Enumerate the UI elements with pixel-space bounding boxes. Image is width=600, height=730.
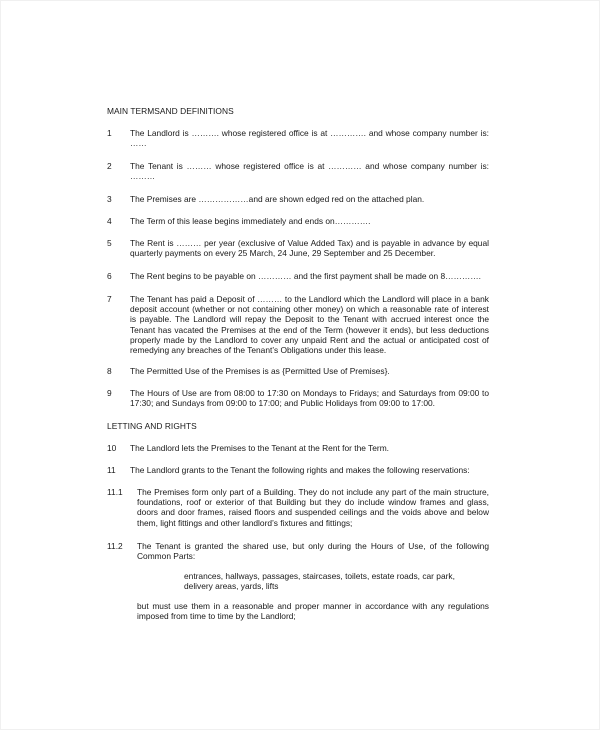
clause-text: The Premises form only part of a Building. They do not include any part of the main structure, foundations, roof or exterior of that Building but they do include window frames and glass, doors and door frames, raised floors and suspended ceilings and the voids above and below them, light fittings and other landlord’s fixtures and fittings; [137,487,489,528]
clause-number: 9 [107,388,112,398]
clause-text: The Landlord lets the Premises to the Tenant at the Rent for the Term. [130,443,389,453]
section-heading-letting-rights: LETTING AND RIGHTS [107,421,197,431]
clause-number: 8 [107,366,112,376]
clause-number: 3 [107,194,112,204]
closing-paragraph: but must use them in a reasonable and proper manner in accordance with any regulations imposed from time to time by the Landlord; [137,601,489,622]
clause-number: 5 [107,238,112,248]
clause-number: 7 [107,294,112,304]
clause-11-1 [107,487,489,528]
common-parts-list: entrances, hallways, passages, staircases, toilets, estate roads, car park, delivery areas, yards, lifts [184,571,455,592]
clause-9 [107,388,489,408]
clause-text: The Landlord is ………. whose registered office is at …………. and whose company number is: …… [130,128,489,149]
clause-text: The Landlord grants to the Tenant the following rights and makes the following reservations: [130,465,470,475]
clause-number: 6 [107,271,112,281]
clause-text: The Rent is ……… per year (exclusive of Value Added Tax) and is payable in advance by equal quarterly payments on every 25 March, 24 June, 29 September and 25 December. [130,238,489,259]
clause-4 [107,216,489,226]
clause-number: 11.1 [107,487,123,497]
clause-11 [107,465,489,475]
clause-6 [107,271,489,281]
clause-10 [107,443,489,453]
clause-number: 10 [107,443,117,453]
clause-text: The Tenant is granted the shared use, but only during the Hours of Use, of the following Common Parts: [137,541,489,562]
clause-text: The Hours of Use are from 08:00 to 17:30 on Mondays to Fridays; and Saturdays from 09:00 to 17:30; and Sundays from 09:00 to 17:00; and Public Holidays from 09:00 to 17:00. [130,388,489,409]
clause-text: The Tenant has paid a Deposit of ……… to the Landlord which the Landlord will place in a bank deposit account (whether or not containing other money) on which a reasonable rate of interest is payable. The Landlord will repay the Deposit to the Tenant with accrued interest once the Tenant has vacated the Premises at the end of the Term (however it ends), but less deductions properly made by the Landlord to cover any unpaid Rent and the actual or anticipated cost of remedying any breaches of the Tenant’s Obligations under this lease. [130,294,489,356]
section-heading-main-terms: MAIN TERMSAND DEFINITIONS [107,106,234,116]
clause-number: 4 [107,216,112,226]
clause-text: The Tenant is ……… whose registered office is at ………… and whose company number is: ……… [130,161,489,182]
clause-8 [107,366,489,376]
clause-text: The Term of this lease begins immediately and ends on…………. [130,216,371,226]
clause-1 [107,128,489,148]
clause-3 [107,194,489,204]
clause-7 [107,294,489,355]
clause-number: 1 [107,128,112,138]
clause-number: 11.2 [107,541,123,551]
clause-5 [107,238,489,258]
clause-text: The Premises are ………………and are shown edged red on the attached plan. [130,194,425,204]
clause-11-2 [107,541,489,561]
clause-2 [107,161,489,181]
clause-number: 2 [107,161,112,171]
clause-number: 11 [107,465,116,475]
clause-text: The Rent begins to be payable on ………… and the first payment shall be made on 8…………. [130,271,482,281]
clause-text: The Permitted Use of the Premises is as {Permitted Use of Premises}. [130,366,390,376]
